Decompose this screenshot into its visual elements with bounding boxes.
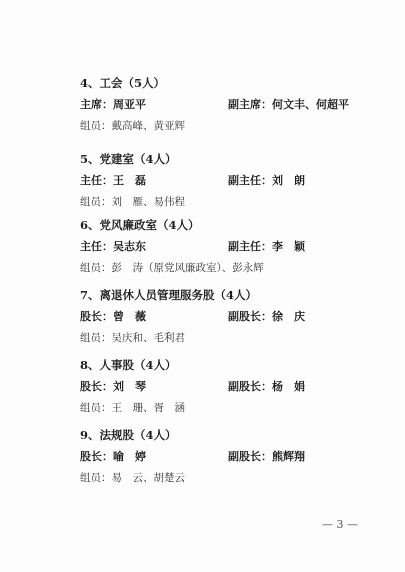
members: 组员：彭 涛（原党风廉政室）、彭永辉 (80, 262, 264, 274)
section-heading: 8、人事股（4人） (80, 358, 177, 372)
leader: 主席：周亚平 (80, 98, 146, 111)
deputy-leader: 副股长：杨 娟 (228, 380, 305, 393)
members: 组员：王 珊、胥 涵 (80, 402, 185, 414)
leader: 股长：喻 婷 (80, 450, 146, 463)
members: 组员：刘 雁、易伟程 (80, 196, 185, 208)
leader: 股长：曾 薇 (80, 310, 146, 323)
leader: 主任：王 磊 (80, 174, 146, 187)
members: 组员：戴高峰、黄亚辉 (80, 120, 185, 132)
deputy-leader: 副股长：熊辉翔 (228, 450, 305, 463)
deputy-leader: 副主任：李 颖 (228, 240, 305, 253)
section-heading: 7、离退休人员管理服务股（4人） (80, 288, 258, 302)
section-heading: 5、党建室（4人） (80, 152, 177, 166)
page-number: — 3 — (322, 518, 358, 531)
section-heading: 4、工会（5人） (80, 76, 166, 90)
deputy-leader: 副主任：刘 朗 (228, 174, 305, 187)
section-heading: 6、党风廉政室（4人） (80, 218, 200, 232)
deputy-leader: 副股长：徐 庆 (228, 310, 305, 323)
leader: 股长：刘 琴 (80, 380, 146, 393)
members: 组员：吴庆和、毛利君 (80, 332, 185, 344)
deputy-leader: 副主席：何文丰、何超平 (228, 98, 349, 111)
members: 组员：易 云、胡楚云 (80, 472, 185, 484)
leader: 主任：吴志东 (80, 240, 146, 253)
section-heading: 9、法规股（4人） (80, 428, 177, 442)
